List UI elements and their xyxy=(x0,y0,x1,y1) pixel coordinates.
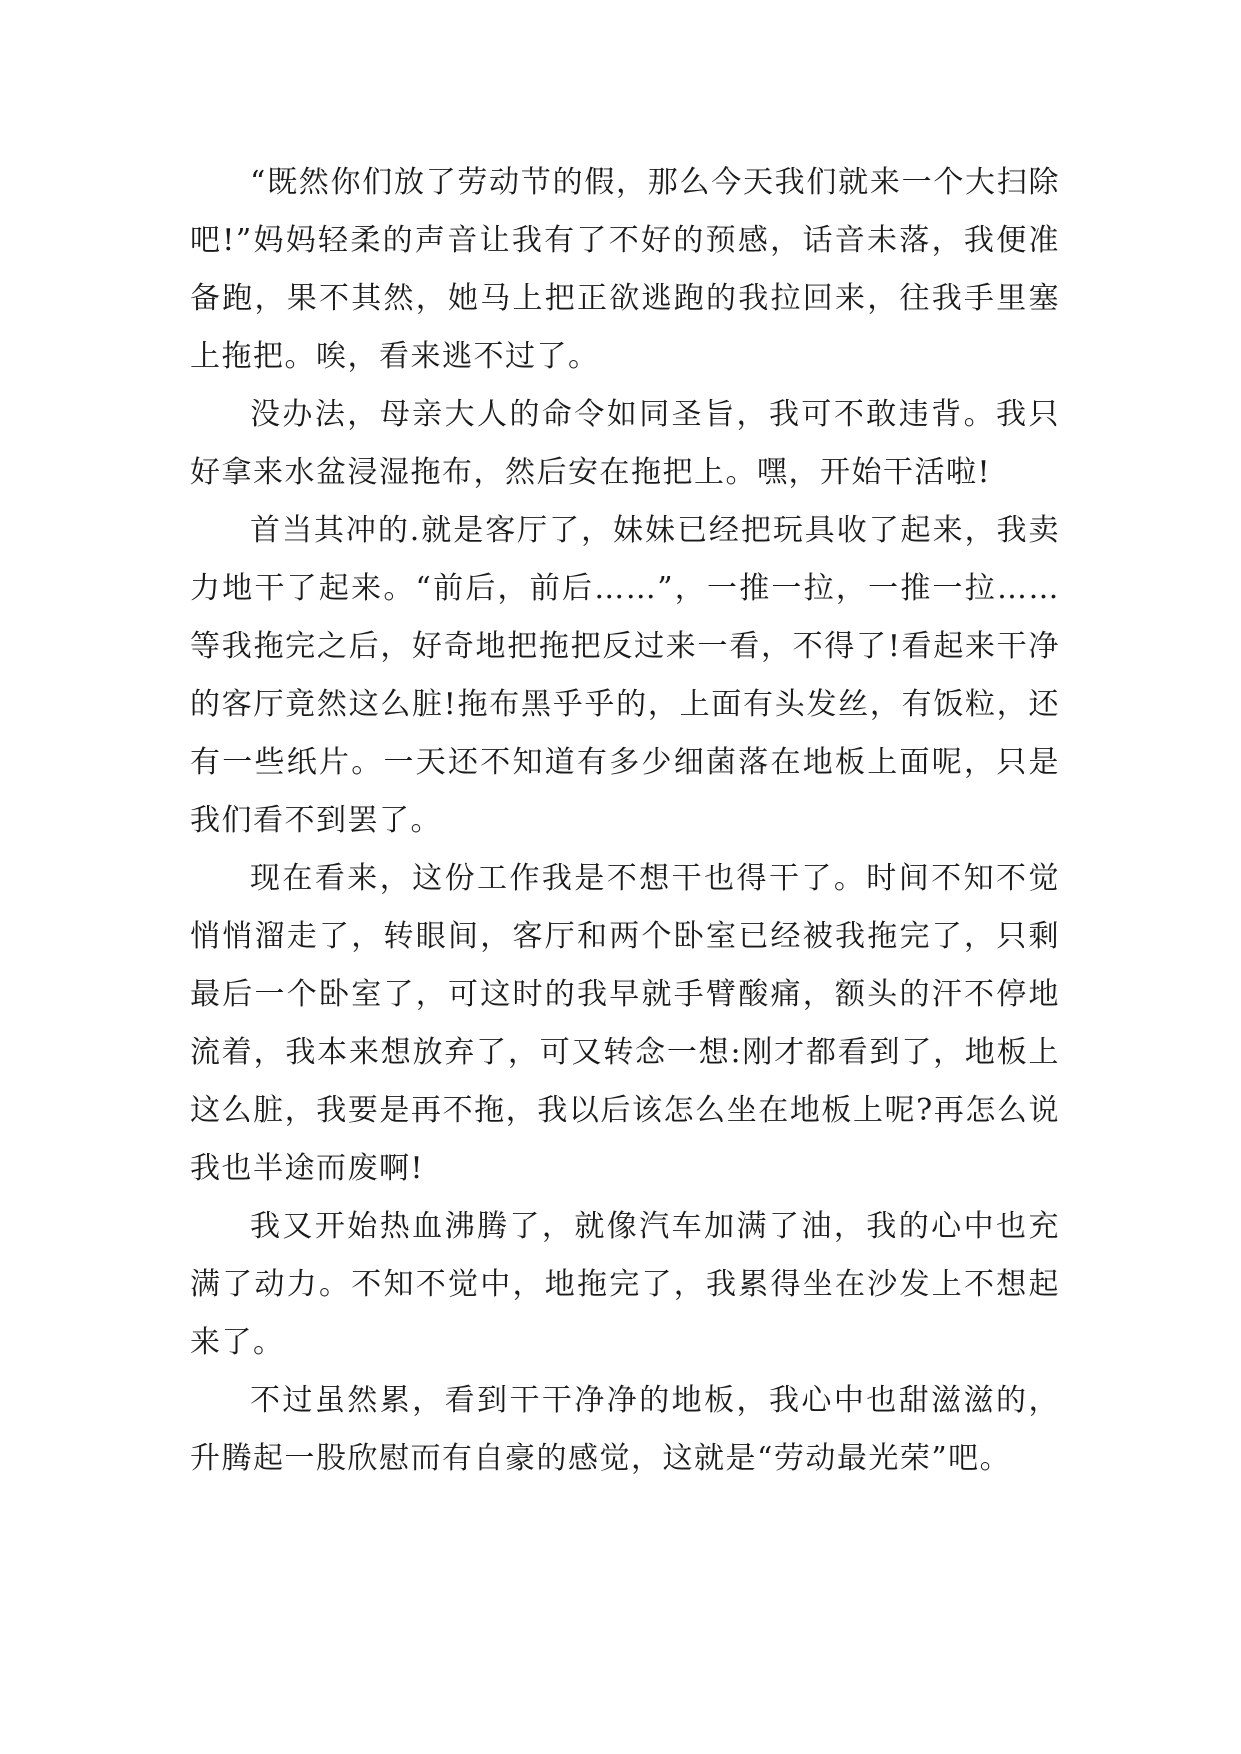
document-body xyxy=(190,154,1060,1488)
paragraph-6: 不过虽然累，看到干干净净的地板，我心中也甜滋滋的，升腾起一股欣慰而有自豪的感觉，这就是“劳动最光荣”吧。 xyxy=(190,1383,1060,1476)
paragraph-1: “既然你们放了劳动节的假，那么今天我们就来一个大扫除吧!”妈妈轻柔的声音让我有了不好的预感，话音未落，我便准备跑，果不其然，她马上把正欲逃跑的我拉回来，往我手里塞上拖把。唉，看来逃不过了。 xyxy=(190,165,1060,374)
paragraph-3: 首当其冲的.就是客厅了，妹妹已经把玩具收了起来，我卖力地干了起来。“前后，前后……”，一推一拉，一推一拉……等我拖完之后，好奇地把拖把反过来一看，不得了!看起来干净的客厅竟然这么脏!拖布黑乎乎的，上面有头发丝，有饭粒，还有一些纸片。一天还不知道有多少细菌落在地板上面呢，只是我们看不到罢了。 xyxy=(190,513,1060,838)
paragraph-5: 我又开始热血沸腾了，就像汽车加满了油，我的心中也充满了动力。不知不觉中，地拖完了，我累得坐在沙发上不想起来了。 xyxy=(190,1209,1060,1360)
paragraph-4: 现在看来，这份工作我是不想干也得干了。时间不知不觉悄悄溜走了，转眼间，客厅和两个卧室已经被我拖完了，只剩最后一个卧室了，可这时的我早就手臂酸痛，额头的汗不停地流着，我本来想放弃了，可又转念一想:刚才都看到了，地板上这么脏，我要是再不拖，我以后该怎么坐在地板上呢?再怎么说我也半途而废啊! xyxy=(190,861,1060,1186)
paragraph-2: 没办法，母亲大人的命令如同圣旨，我可不敢违背。我只好拿来水盆浸湿拖布，然后安在拖把上。嘿，开始干活啦! xyxy=(190,397,1060,490)
